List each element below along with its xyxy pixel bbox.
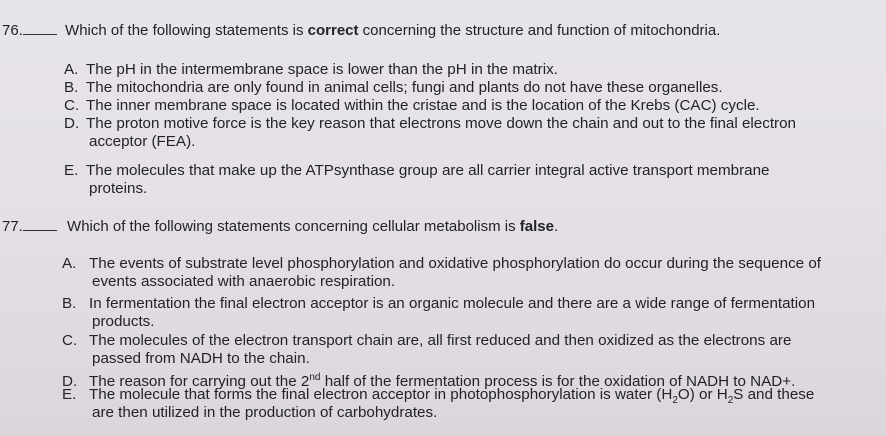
stem-text-end: concerning the structure and function of mitochondria. [358,22,721,39]
option-76d-continued: acceptor (FEA). [89,133,196,150]
option-76d[interactable]: D. The proton motive force is the key reason that electrons move down the chain and out to the final electron [64,115,797,132]
option-77d[interactable]: D. The reason for carrying out the 2nd half of the fermentation process is for the oxidation of NADH to NAD+. [62,372,796,391]
option-77b-continued: products. [92,313,155,330]
answer-blank[interactable] [23,230,57,231]
question-76-stem [2,22,720,39]
question-number: 76. [2,22,23,39]
option-77e-continued: are then utilized in the production of carbohydrates. [92,404,438,421]
question-77-stem [2,218,558,235]
option-76a[interactable]: A. The pH in the intermembrane space is lower than the pH in the matrix. [64,61,558,78]
option-77e[interactable]: E. The molecule that forms the final electron acceptor in photophosphorylation is water $(H_2O)$ or $H_2S$ and these [62,386,815,407]
option-76e[interactable]: E. The molecules that make up the ATPsynthase group are all carrier integral active transport membrane [64,162,770,179]
stem-text-end: . [553,218,559,235]
option-77c-continued: passed from NADH to the chain. [92,350,310,367]
option-76c[interactable]: C. The inner membrane space is located within the cristae and is the location of the Krebs (CAC) cycle. [64,97,760,114]
stem-text: Which of the following statements concerning cellular metabolism is [67,218,520,235]
question-number: 77. [2,218,23,235]
stem-emphasis: false [519,218,554,235]
option-77b[interactable]: B. In fermentation the final electron acceptor is an organic molecule and there are a wide range of fermentation [62,295,816,312]
stem-emphasis: correct [307,22,359,39]
option-76e-continued: proteins. [89,180,148,197]
option-77a-continued: events associated with anaerobic respiration. [92,273,396,290]
stem-text: Which of the following statements is [65,22,308,39]
option-77c[interactable]: C. The molecules of the electron transport chain are, all first reduced and then oxidized as the electrons are [62,332,792,349]
answer-blank[interactable] [23,34,57,35]
option-77a[interactable]: A. The events of substrate level phosphorylation and oxidative phosphorylation do occur during the sequence of [62,255,822,272]
option-76b[interactable]: B. The mitochondria are only found in animal cells; fungi and plants do not have these organelles. [64,79,723,96]
